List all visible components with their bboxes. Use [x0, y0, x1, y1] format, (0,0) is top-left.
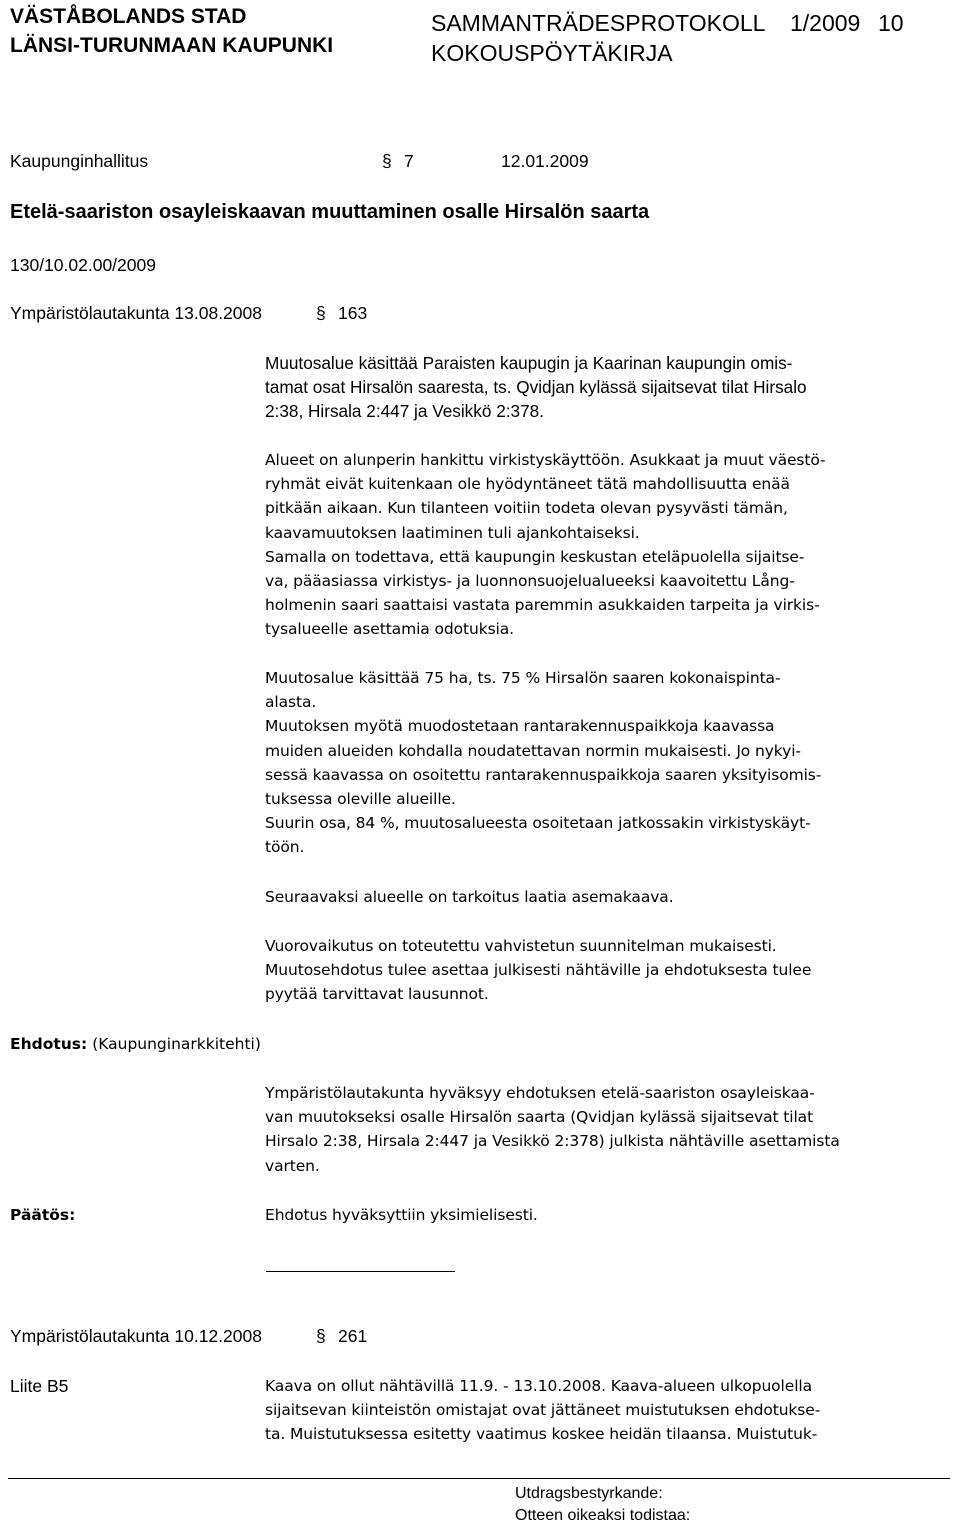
text-line: tamat osat Hirsalön saaresta, ts. Qvidjan kylässä sijaitsevat tilat Hirsalo	[265, 377, 807, 398]
prior-handling-body-date: Ympäristölautakunta 13.08.2008	[10, 303, 262, 323]
section-number: 7	[404, 151, 414, 171]
text-line: ryhmät eivät kuitenkaan ole hyödyntäneet tätä mahdollisuutta enää	[265, 475, 790, 494]
text-line: alasta.	[265, 693, 317, 712]
proposal-label: Ehdotus:	[10, 1035, 88, 1053]
later-handling-section-number: 261	[338, 1326, 368, 1346]
page-number: 10	[878, 10, 904, 36]
matter-title: Etelä-saariston osayleiskaavan muuttaminen osalle Hirsalön saarta	[10, 201, 650, 223]
text-line: sijaitsevan kiinteistön omistajat ovat jättäneet muistutuksen ehdotukse-	[265, 1401, 821, 1420]
text-line: Muutosehdotus tulee asettaa julkisesti nähtäville ja ehdotuksesta tulee	[265, 961, 812, 980]
separator-line	[266, 1271, 455, 1272]
org-name-swedish: VÄSTÅBOLANDS STAD	[10, 5, 247, 28]
section-symbol: §	[382, 151, 392, 171]
attachment-label: Liite B5	[10, 1376, 69, 1396]
extract-signer-label: Utdragsbestyrkande:	[515, 1485, 663, 1502]
text-line: Vuorovaikutus on toteutettu vahvistetun suunnitelman mukaisesti.	[265, 937, 777, 955]
text-line: 2:38, Hirsala 2:447 ja Vesikkö 2:378.	[265, 401, 544, 422]
paragraph-next-step	[265, 885, 950, 909]
diary-number: 130/10.02.00/2009	[10, 255, 156, 275]
text-line: Muutoksen myötä muodostetaan rantarakennuspaikkoja kaavassa	[265, 717, 775, 736]
later-handling-text	[265, 1374, 950, 1447]
text-line: varten.	[265, 1156, 320, 1175]
text-line: Alueet on alunperin hankittu virkistyskäyttöön. Asukkaat ja muut väestö-	[265, 451, 826, 469]
text-line: van muutokseksi osalle Hirsalön saarta (Qvidjan kylässä sijaitsevat tilat	[265, 1108, 814, 1127]
text-line: Samalla on todettava, että kaupungin keskustan eteläpuolella sijaitse-	[265, 547, 805, 566]
later-handling-body-date: Ympäristölautakunta 10.12.2008	[10, 1326, 262, 1346]
text-line: Kaava on ollut nähtävillä 11.9. - 13.10.2008. Kaava-alueen ulkopuolella	[265, 1377, 813, 1395]
text-line: holmenin saari saattaisi vastata paremmin asukkaiden tarpeita ja virkis-	[265, 596, 820, 615]
later-handling-section-symbol: §	[316, 1326, 326, 1346]
text-line: tuksessa oleville alueille.	[265, 790, 456, 809]
text-line: pitkään aikaan. Kun tilanteen voitiin todeta olevan pysyvästi tämän,	[265, 499, 788, 518]
protocol-title-finnish: KOKOUSPÖYTÄKIRJA	[431, 40, 673, 66]
paragraph-area-description	[265, 351, 950, 424]
text-line: Ympäristölautakunta hyväksyy ehdotuksen etelä-saariston osayleiskaa-	[265, 1084, 815, 1102]
proposal-label-row	[10, 1032, 261, 1056]
text-line: tysalueelle asettamia odotuksia.	[265, 620, 514, 639]
protocol-title: SAMMANTRÄDESPROTOKOLL	[431, 10, 766, 36]
meeting-body: Kaupunginhallitus	[10, 151, 149, 171]
text-line: Hirsalo 2:38, Hirsala 2:447 ja Vesikkö 2:378) julkista nähtäville asettamista	[265, 1132, 840, 1151]
text-line: sessä kaavassa on osoitettu rantarakennuspaikkoja saaren yksityisomis-	[265, 765, 822, 784]
text-line: pyytää tarvittavat lausunnot.	[265, 985, 489, 1004]
footer-rule	[8, 1478, 950, 1479]
paragraph-interaction	[265, 934, 950, 1007]
text-line: va, pääasiassa virkistys- ja luonnonsuojelualueeksi kaavoitettu Lång-	[265, 572, 795, 591]
text-line: kaavamuutoksen laatiminen tuli ajankohtaiseksi.	[265, 523, 640, 542]
text-line: Muutosalue käsittää 75 ha, ts. 75 % Hirsalön saaren kokonaispinta-	[265, 669, 781, 687]
prior-handling-section-number: 163	[338, 303, 368, 323]
proposal-text	[265, 1081, 950, 1178]
certified-copy-label: Otteen oikeaksi todistaa:	[515, 1507, 691, 1524]
text-line: töön.	[265, 838, 305, 857]
text-line: Muutosalue käsittää Paraisten kaupugin ja Kaarinan kaupungin omis-	[265, 353, 793, 373]
org-name-finnish: LÄNSI-TURUNMAAN KAUPUNKI	[10, 34, 334, 57]
protocol-issue: 1/2009	[790, 10, 861, 36]
paragraph-area-size	[265, 666, 950, 860]
text-line: ta. Muistutuksessa esitetty vaatimus koskee heidän tilaansa. Muistutuk-	[265, 1425, 818, 1444]
decision-label: Päätös:	[10, 1206, 76, 1224]
text-line: muiden alueiden kohdalla noudatettavan normin mukaisesti. Jo nykyi-	[265, 741, 801, 760]
proposal-proposer: (Kaupunginarkkitehti)	[92, 1035, 261, 1053]
text-line: Seuraavaksi alueelle on tarkoitus laatia asemakaava.	[265, 888, 674, 906]
text-line: Suurin osa, 84 %, muutosalueesta osoitetaan jatkossakin virkistyskäyt-	[265, 814, 811, 833]
meeting-date: 12.01.2009	[501, 151, 589, 171]
paragraph-background	[265, 448, 950, 642]
decision-text: Ehdotus hyväksyttiin yksimielisesti.	[265, 1206, 538, 1224]
decision-text-block	[265, 1203, 950, 1227]
prior-handling-section-symbol: §	[316, 303, 326, 323]
